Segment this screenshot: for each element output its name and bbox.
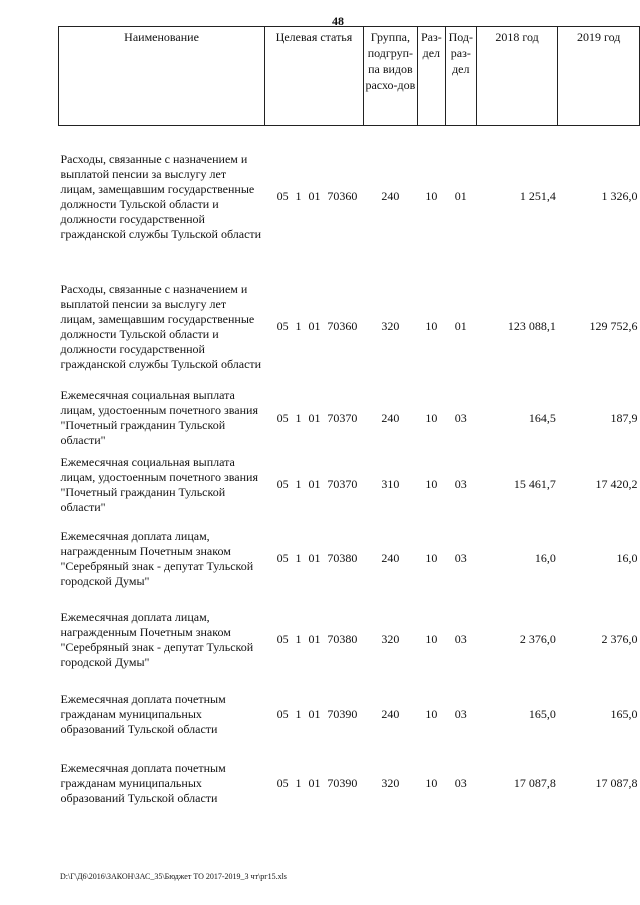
row-group: 240 [381,410,400,425]
row-value-2018: 17 087,8 [513,776,556,790]
table-row [59,126,640,268]
table-row [59,451,640,519]
row-target-code [265,681,364,749]
table-row [59,386,640,451]
row-value-2019: 17 420,2 [595,477,638,491]
code-subprogram: 1 [295,477,302,491]
row-target-code [265,451,364,519]
row-value-2019: 165,0 [610,707,638,721]
code-activity: 01 [308,707,321,721]
table-body [59,126,640,819]
row-name: Ежемесячная доплата лицам, награжденным Почетным знаком "Серебряный знак - депутат Тульской городской Думы" [60,609,254,669]
code-direction: 70390 [327,776,358,790]
header-subsection: Под-раз-дел [445,27,476,126]
code-direction: 70380 [327,632,358,646]
row-value-2018: 1 251,4 [519,189,556,204]
row-value-2019: 187,9 [610,410,638,425]
row-section: 10 [425,632,438,646]
row-subsection: 03 [454,707,467,721]
row-value-2019: 17 087,8 [595,776,638,790]
table-row [59,519,640,599]
code-subprogram: 1 [295,707,302,721]
row-value-2018: 15 461,7 [513,477,556,491]
header-group: Группа, подгруп-па видов расхо-дов [363,27,417,126]
row-section: 10 [425,776,438,790]
code-subprogram: 1 [295,632,302,646]
row-group: 310 [381,477,400,491]
row-section: 10 [425,477,438,491]
row-section: 10 [425,410,438,425]
header-target: Целевая статья [265,27,364,126]
header-section: Раз-дел [417,27,445,126]
table-row [59,268,640,386]
code-activity: 01 [308,632,321,646]
code-program: 05 [276,410,289,425]
code-program: 05 [276,776,289,790]
code-subprogram: 1 [295,410,302,425]
header-name: Наименование [59,27,265,126]
code-direction: 70390 [327,707,358,721]
row-group: 320 [381,776,400,790]
row-value-2019: 1 326,0 [601,189,638,204]
page-number: 48 [332,14,344,28]
row-value-2019: 129 752,6 [589,319,638,333]
row-subsection: 03 [454,776,467,790]
row-group: 320 [381,319,400,333]
code-program: 05 [276,189,289,204]
row-name: Ежемесячная доплата почетным гражданам муниципальных образований Тульской области [60,761,226,805]
code-activity: 01 [308,776,321,790]
code-direction: 70380 [327,551,358,565]
row-subsection: 03 [454,551,467,565]
row-target-code [265,599,364,681]
row-target-code [265,126,364,268]
row-name: Ежемесячная социальная выплата лицам, удостоенным почетного звания "Почетный гражданин Тульской области" [60,454,258,514]
row-name: Ежемесячная доплата почетным гражданам муниципальных образований Тульской области [60,692,226,736]
code-subprogram: 1 [295,319,302,333]
code-subprogram: 1 [295,551,302,565]
row-section: 10 [425,551,438,565]
row-name: Ежемесячная социальная выплата лицам, удостоенным почетного звания "Почетный гражданин Тульской области" [60,388,258,447]
code-activity: 01 [308,319,321,333]
header-year-2018: 2018 год [476,27,558,126]
header-year-2019: 2019 год [558,27,640,126]
row-subsection: 03 [454,632,467,646]
code-program: 05 [276,319,289,333]
row-target-code [265,749,364,819]
row-target-code [265,268,364,386]
row-target-code [265,519,364,599]
row-value-2018: 164,5 [528,410,556,425]
row-group: 240 [381,551,400,565]
code-direction: 70360 [327,319,358,333]
code-direction: 70370 [327,477,358,491]
row-value-2019: 16,0 [616,551,638,565]
code-program: 05 [276,551,289,565]
code-subprogram: 1 [295,776,302,790]
row-section: 10 [425,707,438,721]
row-value-2018: 16,0 [534,551,556,565]
row-name: Ежемесячная доплата лицам, награжденным Почетным знаком "Серебряный знак - депутат Тульской городской Думы" [60,528,254,588]
code-activity: 01 [308,551,321,565]
row-target-code [265,386,364,451]
row-section: 10 [425,319,438,333]
table-row [59,749,640,819]
table-row [59,599,640,681]
row-value-2018: 165,0 [528,707,556,721]
code-direction: 70360 [327,189,358,204]
row-group: 240 [381,707,400,721]
code-subprogram: 1 [295,189,302,204]
file-path-footer: D:\Г\Д6\2016\ЗАКОН\ЗАС_35\Бюджет ТО 2017-2019_3 чт\рг15.xls [60,872,287,881]
row-value-2018: 123 088,1 [507,319,556,333]
row-subsection: 03 [454,410,467,425]
row-group: 240 [381,189,400,204]
row-group: 320 [381,632,400,646]
budget-table [58,26,640,819]
code-program: 05 [276,632,289,646]
row-name: Расходы, связанные с назначением и выплатой пенсии за выслугу лет лицам, замещавшим государственные должности Тульской области и должности государственной гражданской службы Тульской области [60,281,262,371]
row-name: Расходы, связанные с назначением и выплатой пенсии за выслугу лет лицам, замещавшим государственные должности Тульской области и должности государственной гражданской службы Тульской области [60,151,262,241]
row-subsection: 01 [454,319,467,333]
code-activity: 01 [308,410,321,425]
table-header-row [59,27,640,126]
row-subsection: 03 [454,477,467,491]
row-value-2019: 2 376,0 [601,632,638,646]
code-activity: 01 [308,189,321,204]
code-program: 05 [276,707,289,721]
row-subsection: 01 [454,189,467,204]
row-section: 10 [425,189,438,204]
code-direction: 70370 [327,410,358,425]
table-row [59,681,640,749]
code-activity: 01 [308,477,321,491]
row-value-2018: 2 376,0 [519,632,556,646]
code-program: 05 [276,477,289,491]
